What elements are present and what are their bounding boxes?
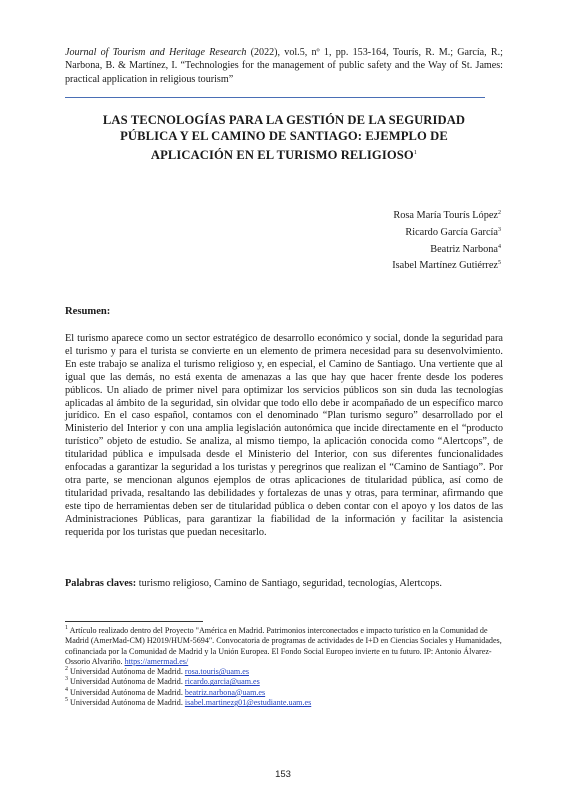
footnote: [65, 667, 505, 677]
author-line: [392, 258, 501, 275]
footnote-mark: 1: [65, 625, 68, 631]
footnote-text: Universidad Autónoma de Madrid.: [68, 698, 185, 708]
author-list: [392, 208, 501, 275]
keywords-text: turismo religioso, Camino de Santiago, seguridad, tecnologías, Alertcops.: [136, 578, 442, 589]
footnote-mark: 5: [65, 697, 68, 704]
title-footnote-mark[interactable]: 1: [413, 148, 418, 156]
footnote-text: Artículo realizado dentro del Proyecto "América en Madrid. Patrimonios interconectados e impacto turístico en la Comunidad de Madrid (AmerMad-CM) H2019/HUM-5694". Convocatoria de programas de actividades de I+D en Ciencias Sociales y Humanidades, cofinanciada por la Comunidad de Madrid y la Unión Europea. El Fondo Social Europeo invierte en tu futuro. IP: Antonio Álvarez-Ossorio Alvariño.: [65, 626, 502, 666]
email-link[interactable]: rosa.touris@uam.es: [184, 667, 249, 677]
abstract-heading: Resumen:: [65, 306, 111, 317]
author-name: Ricardo García García: [405, 226, 498, 238]
author-footnote-mark[interactable]: 3: [498, 226, 501, 233]
page-number: 153: [275, 769, 291, 780]
running-header: [65, 46, 503, 86]
journal-name: Journal of Tourism and Heritage Research: [65, 47, 247, 58]
footnote-text: Universidad Autónoma de Madrid.: [68, 677, 185, 687]
author-footnote-mark[interactable]: 2: [498, 210, 501, 216]
email-link[interactable]: ricardo.garcia@uam.es: [184, 677, 260, 687]
footnote-mark: 3: [65, 676, 68, 683]
author-footnote-mark[interactable]: 4: [498, 243, 501, 250]
email-link[interactable]: beatriz.narbona@uam.es: [184, 687, 266, 697]
footnote-divider: [65, 621, 203, 622]
abstract-text: El turismo aparece como un sector estratégico de desarrollo económico y social, donde la seguridad para el turismo y para el turista se convierte en un elemento de primera necesidad para su desenvolvimiento. En este trabajo se analiza el turismo religioso y, en especial, el Camino de Santiago. Una vertiente que al igual que las demás, no está exenta de amenazas a las que hay que hacer frente desde los poderes públicos. Un aliado de primer nivel para optimizar los servicios públicos son sin duda las tecnologías aplicadas al ámbito de la seguridad, sin olvidar que todo ello debe ir acompañado de un específico marco jurídico. En el caso español, contamos con el denominado “Plan turismo seguro” desarrollado por el Ministerio del Interior y con una amplia legislación autonómica que incide directamente en el “producto turístico” objeto de estudio. Se analiza, al mismo tiempo, la aplicación conocida como “Alertcops”, de titularidad pública e impulsada desde el Ministerio del Interior, con sus diferentes funcionalidades enfocadas a garantizar la seguridad a los turistas y peregrinos que realizan el “Camino de Santiago”. Por otra parte, se mencionan algunos ejemplos de otras aplicaciones de titularidad pública, así como de titularidad privada, resaltando las debilidades y fortalezas de unas y otras, para terminar, afirmando que este tipo de herramientas deben ser de titularidad pública o deben contar con el apoyo y los datos de las Administraciones Públicas, para garantizar la fiabilidad de la información y facilitar la asistencia requerida por los turistas que puedan necesitarlo.: [65, 333, 503, 538]
footnote-mark: 4: [65, 686, 68, 693]
author-line: [392, 208, 501, 225]
footnote-mark: 2: [65, 666, 68, 673]
footnote: [65, 688, 505, 698]
paper-title: [78, 112, 490, 163]
project-link[interactable]: https://amermad.es/: [124, 656, 189, 666]
footnote: [65, 677, 505, 687]
keywords-label: Palabras claves:: [65, 578, 137, 589]
author-footnote-mark[interactable]: 5: [498, 260, 501, 267]
footnote-text: Universidad Autónoma de Madrid.: [68, 687, 185, 697]
author-name: Beatriz Narbona: [430, 243, 498, 255]
title-text: LAS TECNOLOGÍAS PARA LA GESTIÓN DE LA SEGURIDAD PÚBLICA Y EL CAMINO DE SANTIAGO: EJEMPLO DE APLICACIÓN EN EL TURISMO RELIGIOSO: [102, 113, 466, 162]
author-name: Isabel Martínez Gutiérrez: [392, 260, 498, 272]
citation-text: (2022), vol.5, nº 1, pp. 153-164, Tourís, R. M.; García, R.; Narbona, B. & Martínez, I. “Technologies for the management of public safety and the Way of St. James: practical application in religious tourism”: [65, 47, 503, 85]
author-line: [392, 225, 501, 242]
footnote-text: Universidad Autónoma de Madrid.: [68, 667, 185, 677]
footnote: [65, 626, 505, 667]
author-line: [392, 242, 501, 259]
keywords: [65, 577, 503, 590]
footnotes: [65, 626, 505, 708]
author-name: Rosa María Tourís López: [393, 210, 498, 221]
footnote: [65, 698, 505, 708]
header-divider: [65, 97, 485, 98]
email-link[interactable]: isabel.martinezg01@estudiante.uam.es: [184, 698, 312, 708]
